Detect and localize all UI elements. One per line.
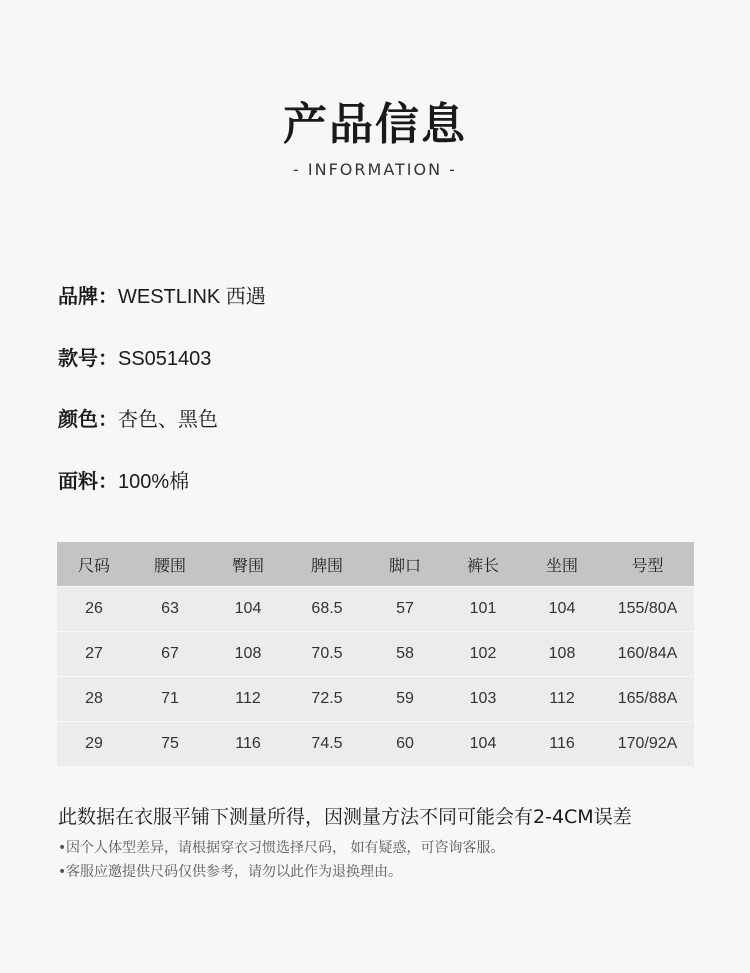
info-label-fabric: 面料： <box>58 469 118 493</box>
table-cell: 70.5 <box>287 632 367 677</box>
info-value-color: 杏色、黑色 <box>118 409 218 431</box>
header-hem: 脚口 <box>367 542 443 587</box>
page-subtitle: - INFORMATION - <box>293 160 457 179</box>
table-cell: 112 <box>523 677 601 722</box>
size-table-header-row <box>57 542 694 587</box>
bullet-icon: • <box>58 864 67 880</box>
note-item-text: 客服应邀提供尺码仅供参考，请勿以此作为退换理由。 <box>66 864 402 880</box>
table-cell: 63 <box>131 587 209 632</box>
measurement-note: 此数据在衣服平铺下测量所得，因测量方法不同可能会有2-4CM误差 <box>58 806 632 828</box>
list-item <box>58 861 402 881</box>
info-label-color: 颜色： <box>58 407 118 431</box>
list-item <box>58 837 504 857</box>
table-cell: 165/88A <box>601 677 694 722</box>
table-cell: 57 <box>367 587 443 632</box>
table-cell: 29 <box>57 722 131 767</box>
info-value-brand: WESTLINK 西遇 <box>118 286 266 308</box>
table-cell: 26 <box>57 587 131 632</box>
table-cell: 116 <box>523 722 601 767</box>
header-length: 裤长 <box>443 542 523 587</box>
table-cell: 104 <box>443 722 523 767</box>
header-fit: 号型 <box>601 542 694 587</box>
info-row-style-number <box>58 342 211 371</box>
size-table <box>57 542 694 766</box>
header-seat: 坐围 <box>523 542 601 587</box>
table-row <box>57 722 694 767</box>
table-cell: 75 <box>131 722 209 767</box>
table-row <box>57 632 694 677</box>
info-value-fabric: 100%棉 <box>118 471 190 493</box>
table-cell: 101 <box>443 587 523 632</box>
info-row-color <box>58 403 218 432</box>
page-title: 产品信息 <box>283 99 467 150</box>
note-item-text: 因个人体型差异，请根据穿衣习惯选择尺码， 如有疑惑，可咨询客服。 <box>66 840 505 856</box>
table-cell: 160/84A <box>601 632 694 677</box>
info-label-style-number: 款号： <box>58 346 118 370</box>
table-cell: 28 <box>57 677 131 722</box>
table-cell: 68.5 <box>287 587 367 632</box>
table-cell: 104 <box>523 587 601 632</box>
header-size: 尺码 <box>57 542 131 587</box>
table-cell: 104 <box>209 587 287 632</box>
table-cell: 74.5 <box>287 722 367 767</box>
info-value-style-number: SS051403 <box>118 348 212 370</box>
table-cell: 112 <box>209 677 287 722</box>
table-cell: 170/92A <box>601 722 694 767</box>
table-cell: 27 <box>57 632 131 677</box>
table-cell: 59 <box>367 677 443 722</box>
header-hip: 臀围 <box>209 542 287 587</box>
table-cell: 102 <box>443 632 523 677</box>
table-cell: 72.5 <box>287 677 367 722</box>
table-cell: 108 <box>209 632 287 677</box>
table-cell: 108 <box>523 632 601 677</box>
bullet-icon: • <box>58 840 67 856</box>
info-label-brand: 品牌： <box>58 284 118 308</box>
table-cell: 116 <box>209 722 287 767</box>
header-waist: 腰围 <box>131 542 209 587</box>
table-cell: 155/80A <box>601 587 694 632</box>
table-cell: 71 <box>131 677 209 722</box>
table-cell: 67 <box>131 632 209 677</box>
table-cell: 60 <box>367 722 443 767</box>
info-row-fabric <box>58 465 189 494</box>
info-row-brand <box>58 280 266 309</box>
table-row <box>57 587 694 632</box>
header-thigh: 脾围 <box>287 542 367 587</box>
table-row <box>57 677 694 722</box>
table-cell: 103 <box>443 677 523 722</box>
table-cell: 58 <box>367 632 443 677</box>
